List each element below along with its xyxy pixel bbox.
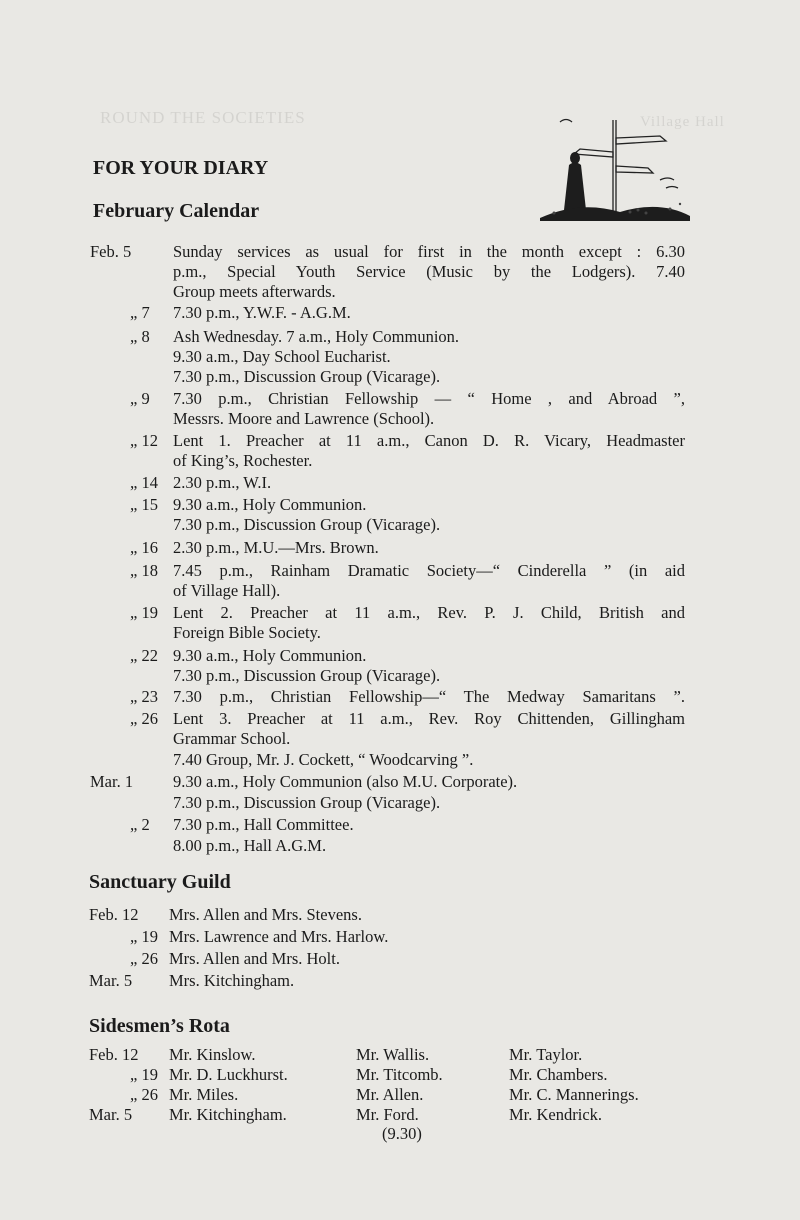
signpost-illustration <box>520 100 700 225</box>
entry-line: 7.30 p.m., Y.W.F. - A.G.M. <box>173 303 351 322</box>
diary-title: FOR YOUR DIARY <box>93 157 269 179</box>
entry-date: „ 19 <box>130 603 158 622</box>
entry-line: 7.30 p.m., Christian Fellowship—“ The Medway Samaritans ”. <box>173 687 685 706</box>
entry-date: „ 15 <box>130 495 158 514</box>
entry-date: „ 7 <box>130 303 150 322</box>
entry-date: Feb. 5 <box>90 242 132 261</box>
entry-date: „ 22 <box>130 646 158 665</box>
rota-name: Mr. Taylor. <box>509 1045 583 1064</box>
entry-date: „ 18 <box>130 561 158 580</box>
entry-line: 9.30 a.m., Day School Eucharist. <box>173 347 391 366</box>
entry-date: „ 9 <box>130 389 150 408</box>
entry-line: Lent 3. Preacher at 11 a.m., Rev. Roy Chittenden, Gillingham <box>173 709 685 728</box>
entry-date: „ 16 <box>130 538 158 557</box>
entry-date: „ 14 <box>130 473 158 492</box>
entry-line: 8.00 p.m., Hall A.G.M. <box>173 836 327 855</box>
rota-name: Mr. Kinslow. <box>169 1045 256 1064</box>
entry-line: of Village Hall). <box>173 581 281 600</box>
guild-names: Mrs. Kitchingham. <box>169 971 295 990</box>
rota-name: Mr. Ford. <box>356 1105 419 1124</box>
entry-line: 7.45 p.m., Rainham Dramatic Society—“ Cinderella ” (in aid <box>173 561 685 580</box>
guild-date: Mar. 5 <box>89 971 133 990</box>
entry-line: Lent 1. Preacher at 11 a.m., Canon D. R. Vicary, Headmaster <box>173 431 685 450</box>
rota-date: „ 26 <box>130 1085 158 1104</box>
entry-line: 2.30 p.m., W.I. <box>173 473 272 492</box>
rota-name: Mr. Kendrick. <box>509 1105 603 1124</box>
entry-line: 7.30 p.m., Discussion Group (Vicarage). <box>173 666 441 685</box>
guild-names: Mrs. Allen and Mrs. Holt. <box>169 949 340 968</box>
show-through-tag: Village Hall <box>640 114 725 130</box>
sanctuary-guild-heading: Sanctuary Guild <box>89 871 231 893</box>
entry-date: „ 12 <box>130 431 158 450</box>
rota-name: Mr. C. Mannerings. <box>509 1085 639 1104</box>
entry-date: „ 2 <box>130 815 150 834</box>
rota-name: Mr. Titcomb. <box>356 1065 443 1084</box>
rota-name: Mr. Kitchingham. <box>169 1105 287 1124</box>
entry-line: 7.30 p.m., Discussion Group (Vicarage). <box>173 793 441 812</box>
entry-line: 7.30 p.m., Christian Fellowship — “ Home , and Abroad ”, <box>173 389 685 408</box>
entry-line: 9.30 a.m., Holy Communion. <box>173 646 367 665</box>
entry-line: Foreign Bible Society. <box>173 623 321 642</box>
february-calendar-heading: February Calendar <box>93 200 260 222</box>
entry-date: Mar. 1 <box>90 772 134 791</box>
entry-line: Grammar School. <box>173 729 291 748</box>
entry-line: Messrs. Moore and Lawrence (School). <box>173 409 435 428</box>
rota-time-note: (9.30) <box>382 1124 422 1143</box>
entry-line: 7.30 p.m., Hall Committee. <box>173 815 354 834</box>
entry-line: p.m., Special Youth Service (Music by the Lodgers). 7.40 <box>173 262 685 281</box>
rota-name: Mr. Allen. <box>356 1085 424 1104</box>
guild-date: „ 26 <box>130 949 158 968</box>
entry-line: 9.30 a.m., Holy Communion (also M.U. Corporate). <box>173 772 518 791</box>
entry-line: 7.30 p.m., Discussion Group (Vicarage). <box>173 367 441 386</box>
entry-line: Ash Wednesday. 7 a.m., Holy Communion. <box>173 327 460 346</box>
rota-name: Mr. Chambers. <box>509 1065 608 1084</box>
entry-line: 7.40 Group, Mr. J. Cockett, “ Woodcarving ”. <box>173 750 474 769</box>
show-through-heading: ROUND THE SOCIETIES <box>100 108 306 127</box>
entry-date: „ 23 <box>130 687 158 706</box>
entry-line: Lent 2. Preacher at 11 a.m., Rev. P. J. Child, British and <box>173 603 685 622</box>
entry-line: Sunday services as usual for first in the month except : 6.30 <box>173 242 685 261</box>
rota-name: Mr. Wallis. <box>356 1045 430 1064</box>
rota-date: Feb. 12 <box>89 1045 139 1064</box>
entry-line: of King’s, Rochester. <box>173 451 313 470</box>
guild-date: „ 19 <box>130 927 158 946</box>
rota-date: Mar. 5 <box>89 1105 133 1124</box>
sidesmens-rota-heading: Sidesmen’s Rota <box>89 1015 230 1037</box>
entry-line: 9.30 a.m., Holy Communion. <box>173 495 367 514</box>
entry-date: „ 26 <box>130 709 158 728</box>
rota-date: „ 19 <box>130 1065 158 1084</box>
guild-names: Mrs. Allen and Mrs. Stevens. <box>169 905 362 924</box>
rota-name: Mr. D. Luckhurst. <box>169 1065 288 1084</box>
guild-names: Mrs. Lawrence and Mrs. Harlow. <box>169 927 389 946</box>
entry-line: Group meets afterwards. <box>173 282 336 301</box>
entry-line: 2.30 p.m., M.U.—Mrs. Brown. <box>173 538 379 557</box>
guild-date: Feb. 12 <box>89 905 139 924</box>
rota-name: Mr. Miles. <box>169 1085 239 1104</box>
entry-date: „ 8 <box>130 327 150 346</box>
entry-line: 7.30 p.m., Discussion Group (Vicarage). <box>173 515 441 534</box>
